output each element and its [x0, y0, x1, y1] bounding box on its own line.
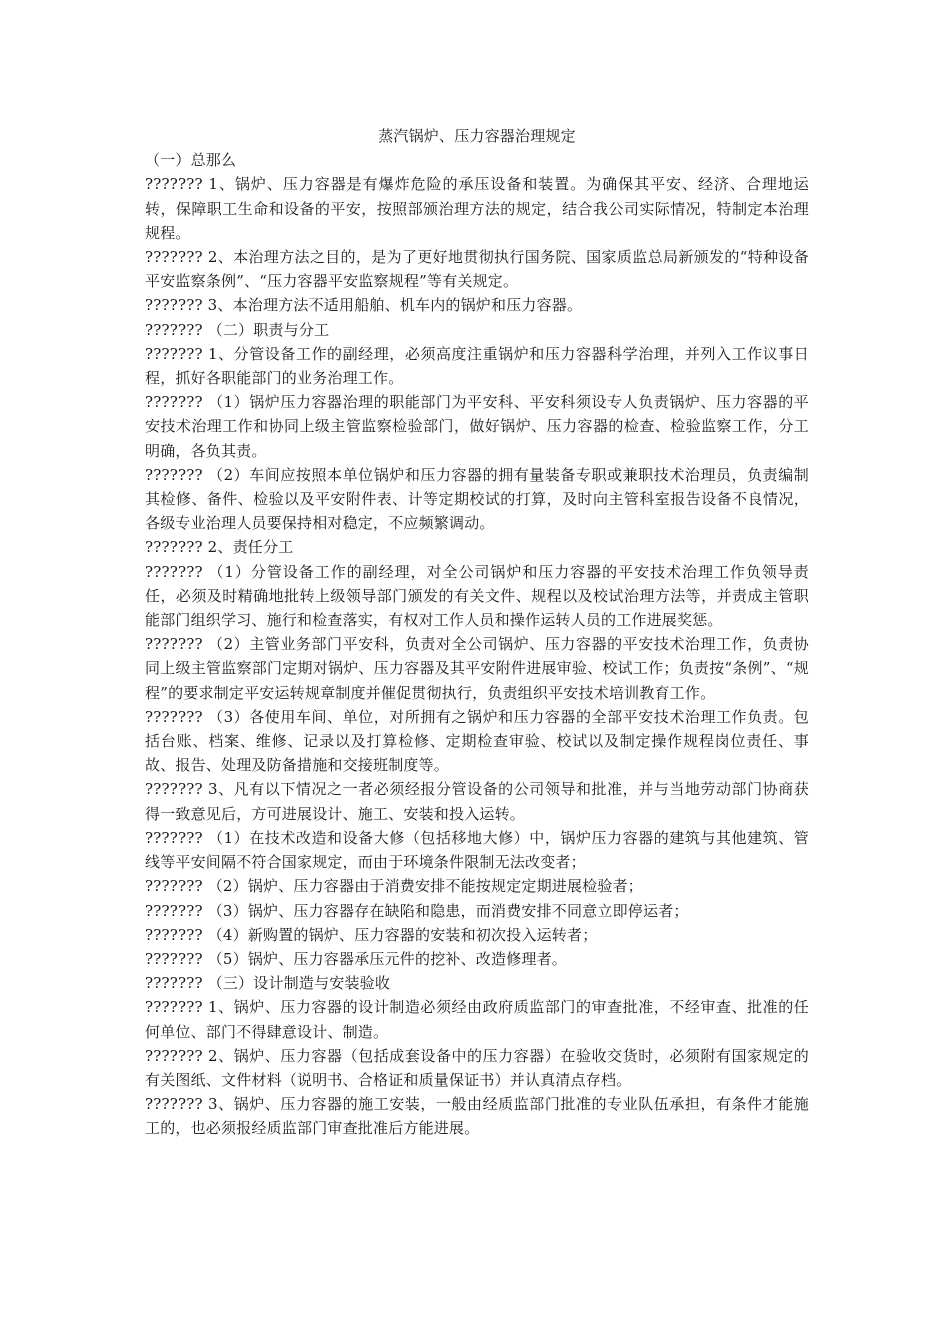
- paragraph: ??????? 3、本治理方法不适用船舶、机车内的锅炉和压力容器。: [145, 296, 583, 315]
- paragraph: ??????? 2、锅炉、压力容器（包括成套设备中的压力容器）在验收交货时，必须附有国家规定的有关图纸、文件材料（说明书、合格证和质量保证书）并认真清点存档。: [145, 1046, 809, 1089]
- paragraph: ??????? （5）锅炉、压力容器承压元件的挖补、改造修理者。: [145, 949, 568, 968]
- paragraph: ??????? （2）车间应按照本单位锅炉和压力容器的拥有量装备专职或兼职技术治理员，负责编制其检修、备件、检验以及平安附件表、计等定期校试的打算，及时向主管科室报告设备不良情况，各级专业治理人员要保持相对稳定，不应频繁调动。: [145, 465, 809, 533]
- paragraph: ??????? （3）锅炉、压力容器存在缺陷和隐患，而消费安排不同意立即停运者；: [145, 901, 689, 920]
- document-body: [145, 124, 809, 1141]
- paragraph: ??????? 1、锅炉、压力容器的设计制造必须经由政府质监部门的审查批准，不经审查、批准的任何单位、部门不得肆意设计、制造。: [145, 998, 809, 1041]
- paragraph: ??????? 2、责任分工: [145, 538, 294, 557]
- paragraph: ??????? 1、锅炉、压力容器是有爆炸危险的承压设备和装置。为确保其平安、经济、合理地运转，保障职工生命和设备的平安，按照部颁治理方法的规定，结合我公司实际情况，特制定本治理规程。: [145, 175, 809, 242]
- section-heading: ??????? （三）设计制造与安装验收: [145, 974, 391, 993]
- paragraph: ??????? （1）分管设备工作的副经理，对全公司锅炉和压力容器的平安技术治理工作负领导责任，必须及时精确地批转上级领导部门颁发的有关文件、规程以及校试治理方法等，并责成主管职能部门组织学习、施行和检查落实，有权对工作人员和操作运转人员的工作进展奖惩。: [145, 562, 809, 630]
- paragraph: ??????? 1、分管设备工作的副经理，必须高度注重锅炉和压力容器科学治理，并列入工作议事日程，抓好各职能部门的业务治理工作。: [145, 344, 809, 388]
- paragraph: ??????? （4）新购置的锅炉、压力容器的安装和初次投入运转者；: [145, 925, 598, 944]
- paragraph: ??????? （2）主管业务部门平安科，负责对全公司锅炉、压力容器的平安技术治理工作，负责协同上级主管监察部门定期对锅炉、压力容器及其平安附件进展审验、校试工作；负责按“条例”、“规程”的要求制定平安运转规章制度并催促贯彻执行，负责组织平安技术培训教育工作。: [145, 635, 809, 702]
- section-heading: ??????? （二）职责与分工: [145, 320, 330, 339]
- document-title: 蒸汽锅炉、压力容器治理规定: [378, 127, 576, 145]
- paragraph: ??????? 2、本治理方法之目的，是为了更好地贯彻执行国务院、国家质监总局新颁发的“特种设备平安监察条例”、“压力容器平安监察规程”等有关规定。: [145, 248, 809, 291]
- paragraph: ??????? （1）在技术改造和设备大修（包括移地大修）中，锅炉压力容器的建筑与其他建筑、管线等平安间隔不符合国家规定，而由于环境条件限制无法改变者；: [145, 828, 809, 872]
- paragraph: ??????? （2）锅炉、压力容器由于消费安排不能按规定定期进展检验者；: [145, 877, 644, 896]
- paragraph: ??????? （1）锅炉压力容器治理的职能部门为平安科、平安科须设专人负责锅炉、压力容器的平安技术治理工作和协同上级主管监察检验部门，做好锅炉、压力容器的检查、检验监察工作，分工明确，各负其责。: [145, 393, 809, 460]
- paragraph: ??????? （3）各使用车间、单位，对所拥有之锅炉和压力容器的全部平安技术治理工作负责。包括台账、档案、维修、记录以及打算检修、定期检查审验、校试以及制定操作规程岗位责任、事故、报告、处理及防备措施和交接班制度等。: [145, 707, 809, 775]
- paragraph: ??????? 3、锅炉、压力容器的施工安装，一般由经质监部门批准的专业队伍承担，有条件才能施工的，也必须报经质监部门审查批准后方能进展。: [145, 1095, 809, 1138]
- paragraph: ??????? 3、凡有以下情况之一者必须经报分管设备的公司领导和批准，并与当地劳动部门协商获得一致意见后，方可进展设计、施工、安装和投入运转。: [145, 780, 809, 823]
- paragraph: （一）总那么: [145, 151, 237, 170]
